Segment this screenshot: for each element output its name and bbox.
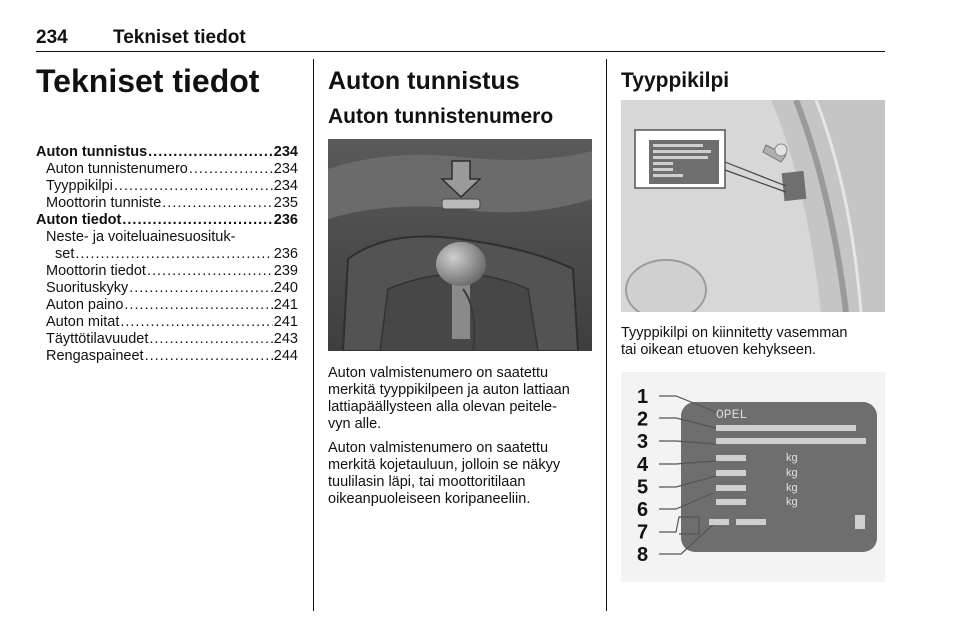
vin-column (328, 60, 592, 507)
toc-label: Neste- ja voiteluainesuosituk- (46, 229, 236, 245)
type-plate-column (621, 60, 885, 567)
text-line: merkitä kojetauluun, jolloin se näkyy (328, 457, 561, 473)
toc-label: Auton tunnistenumero (46, 161, 188, 177)
toc-leader (145, 348, 273, 365)
text-line: merkitä tyyppikilpeen ja auton lattiaan (328, 382, 570, 398)
toc-leader (148, 144, 273, 161)
toc-entry[interactable] (36, 314, 298, 331)
plate-weight-unit: kg (786, 482, 798, 494)
toc-page-number: 235 (273, 195, 298, 211)
header-rule (36, 51, 885, 52)
toc-entry[interactable] (36, 229, 298, 246)
plate-callout-number: 3 (637, 431, 649, 454)
text-line: lattiapäällysteen alla olevan peitele- (328, 399, 557, 415)
text-line: tai oikean etuoven kehykseen. (621, 342, 817, 358)
toc-entry[interactable] (36, 161, 298, 178)
plate-weight-unit: kg (786, 452, 798, 464)
toc-entry[interactable] (36, 297, 298, 314)
text-line: oikeanpuoleiseen koripaneeliin. (328, 491, 531, 507)
toc-entry[interactable] (36, 263, 298, 280)
vin-paragraph-1 (328, 365, 592, 433)
section-title: Auton tunnistus (328, 67, 520, 95)
chapter-title: Tekniset tiedot (36, 63, 260, 99)
door-frame-illustration (621, 100, 885, 312)
toc-page-number: 236 (273, 246, 298, 262)
toc-page-number: 234 (273, 144, 298, 160)
plate-brand: OPEL (716, 407, 748, 422)
toc-leader (75, 246, 272, 263)
toc-page-number: 241 (273, 297, 298, 313)
plate-callout-number: 7 (637, 521, 649, 544)
toc-label: Suorituskyky (46, 280, 129, 296)
plate-callout-number: 5 (637, 476, 649, 499)
toc-label: Moottorin tiedot (46, 263, 146, 279)
toc-leader (149, 331, 272, 348)
type-plate-subtitle: Tyyppikilpi (621, 69, 730, 92)
toc-leader (124, 297, 272, 314)
page-number: 234 (36, 27, 68, 48)
toc-label: Auton tunnistus (36, 144, 148, 160)
toc-entry[interactable] (36, 246, 298, 263)
vin-paragraph-2 (328, 440, 592, 508)
toc-entry[interactable] (36, 144, 298, 161)
toc-label: Auton paino (46, 297, 124, 313)
table-of-contents (36, 144, 298, 365)
toc-label: Täyttötilavuudet (46, 331, 149, 347)
page-header (36, 27, 886, 49)
toc-page-number: 241 (273, 314, 298, 330)
toc-leader (189, 161, 273, 178)
vin-floor-illustration (328, 139, 592, 351)
toc-entry[interactable] (36, 331, 298, 348)
toc-label: Moottorin tunniste (46, 195, 162, 211)
toc-entry[interactable] (36, 348, 298, 365)
toc-entry[interactable] (36, 280, 298, 297)
vin-subtitle: Auton tunnistenumero (328, 105, 554, 128)
text-line: Auton valmistenumero on saatettu (328, 365, 549, 381)
text-line: tuulilasin läpi, tai moottoritilaan (328, 474, 526, 490)
header-title: Tekniset tiedot (113, 27, 246, 48)
toc-label: set (55, 246, 75, 262)
text-line: Tyyppikilpi on kiinnitetty vasemman (621, 325, 848, 341)
toc-leader (147, 263, 273, 280)
toc-label: Auton mitat (46, 314, 120, 330)
type-plate-paragraph (621, 325, 885, 359)
toc-entry[interactable] (36, 212, 298, 229)
toc-leader (129, 280, 273, 297)
column-divider-2 (606, 59, 607, 611)
type-plate-drawing (621, 372, 885, 582)
text-line: vyn alle. (328, 416, 382, 432)
toc-leader (114, 178, 273, 195)
plate-callout-number: 2 (637, 408, 649, 431)
toc-label: Tyyppikilpi (46, 178, 113, 194)
plate-weight-unit: kg (786, 496, 798, 508)
text-line: Auton valmistenumero on saatettu (328, 440, 549, 456)
toc-leader (122, 212, 272, 229)
type-plate-illustration (621, 372, 885, 582)
toc-label: Rengaspaineet (46, 348, 144, 364)
toc-page-number: 234 (273, 161, 298, 177)
toc-page-number: 236 (273, 212, 298, 228)
toc-page-number: 243 (273, 331, 298, 347)
column-divider-1 (313, 59, 314, 611)
vin-floor-drawing (328, 139, 592, 351)
toc-page-number: 239 (273, 263, 298, 279)
toc-leader (162, 195, 273, 212)
toc-column (36, 60, 298, 364)
plate-weight-unit: kg (786, 467, 798, 479)
plate-callout-number: 6 (637, 499, 649, 521)
toc-label: Auton tiedot (36, 212, 122, 228)
toc-page-number: 244 (273, 348, 298, 364)
toc-page-number: 240 (273, 280, 298, 296)
plate-callout-number: 8 (637, 544, 649, 567)
toc-entry[interactable] (36, 178, 298, 195)
toc-page-number: 234 (273, 178, 298, 194)
plate-callout-number: 4 (637, 453, 649, 476)
plate-callout-number: 1 (637, 386, 649, 408)
door-frame-drawing (621, 100, 885, 312)
toc-leader (120, 314, 272, 331)
toc-entry[interactable] (36, 195, 298, 212)
